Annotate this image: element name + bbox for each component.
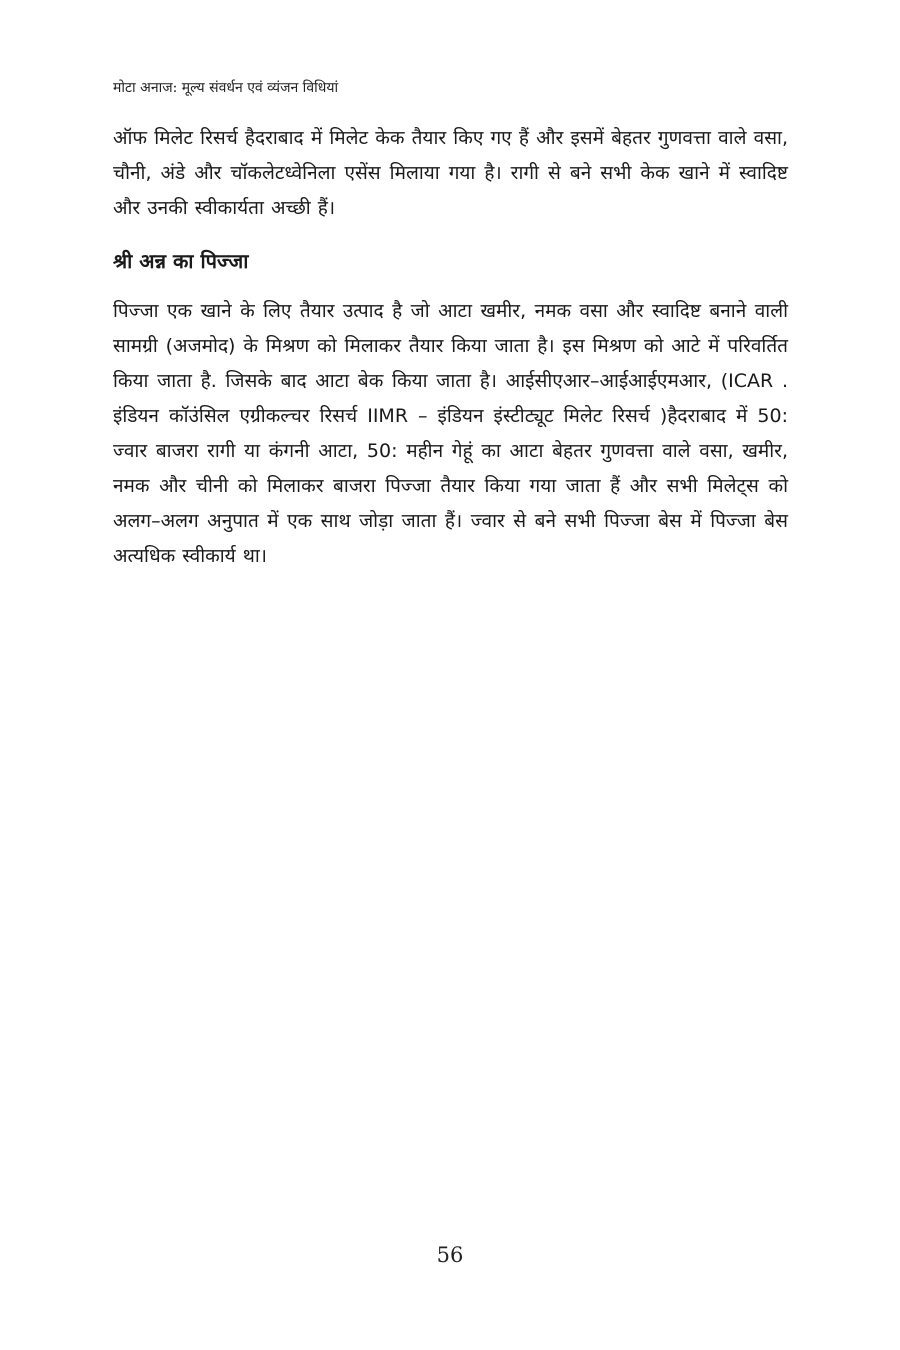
cake-paragraph: ऑफ मिलेट रिसर्च हैदराबाद में मिलेट केक तैयार किए गए हैं और इसमें बेहतर गुणवत्ता वाले वसा, चौनी, अंडे और चॉकलेटध्वेनिला एसेंस मिलाया गया है। रागी से बने सभी केक खाने में स्वादिष्ट और उनकी स्वीकार्यता अच्छी हैं। <box>113 127 788 219</box>
page-number: 56 <box>436 1243 464 1267</box>
running-header: मोटा अनाज: मूल्य संवर्धन एवं व्यंजन विधियां <box>113 80 339 96</box>
pizza-paragraph: पिज्जा एक खाने के लिए तैयार उत्पाद है जो आटा खमीर, नमक वसा और स्वादिष्ट बनाने वाली सामग्री (अजमोद) के मिश्रण को मिलाकर तैयार किया जाता है। इस मिश्रण को आटे में परिवर्तित किया जाता है. जिसके बाद आटा बेक किया जाता है। आईसीएआर–आईआईएमआर, (ICAR . इंडियन कॉउंसिल एग्रीकल्चर रिसर्च IIMR – इंडियन इंस्टीट्यूट मिलेट रिसर्च )हैदराबाद में 50: ज्वार बाजरा रागी या कंगनी आटा, 50: महीन गेहूं का आटा बेहतर गुणवत्ता वाले वसा, खमीर, नमक और चीनी को मिलाकर बाजरा पिज्जा तैयार किया गया जाता हैं और सभी मिलेट्स को अलग–अलग अनुपात में एक साथ जोड़ा जाता हैं। ज्वार से बने सभी पिज्जा बेस में पिज्जा बेस अत्यधिक स्वीकार्य था। <box>113 300 788 567</box>
section-heading-pizza: श्री अन्न का पिज्जा <box>113 249 249 273</box>
page-content <box>113 121 788 574</box>
